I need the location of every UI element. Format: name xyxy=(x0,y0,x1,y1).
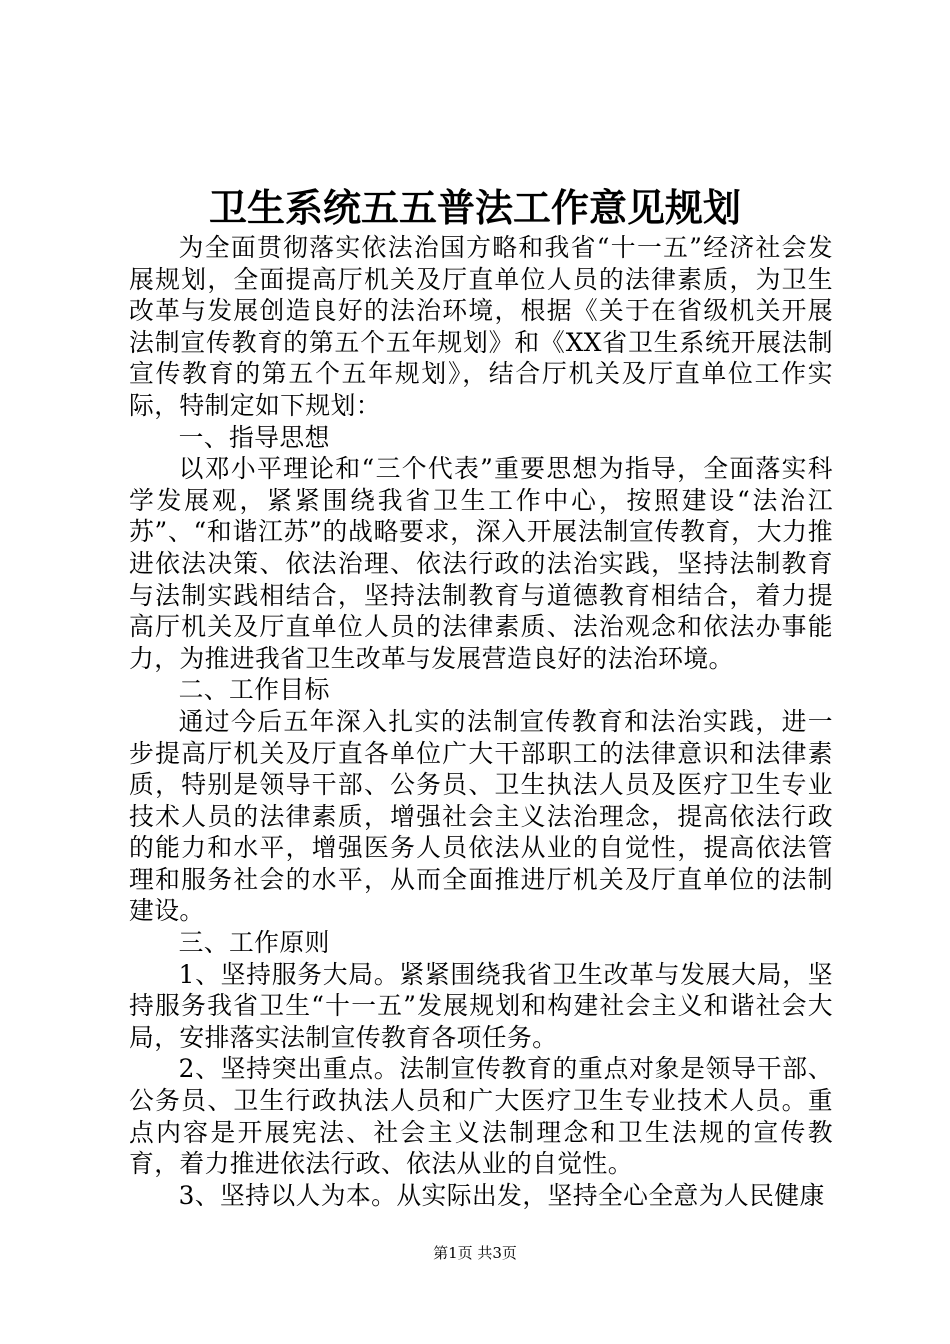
paragraph-principle-2: 2、坚持突出重点。法制宣传教育的重点对象是领导干部、公务员、卫生行政执法人员和广大医疗卫生专业技术人员。重点内容是开展宪法、社会主义法制理念和卫生法规的宣传教育，着力推进依法行政、依法从业的自觉性。 xyxy=(129,1054,833,1179)
paragraph-intro: 为全面贯彻落实依法治国方略和我省“十一五”经济社会发展规划，全面提高厅机关及厅直单位人员的法律素质，为卫生改革与发展创造良好的法治环境，根据《关于在省级机关开展法制宣传教育的第五个五年规划》和《XX省卫生系统开展法制宣传教育的第五个五年规划》，结合厅机关及厅直单位工作实际，特制定如下规划： xyxy=(129,233,833,420)
section-heading-work-principles: 三、工作原则 xyxy=(178,928,330,958)
document-title: 卫生系统五五普法工作意见规划 xyxy=(208,185,741,230)
page-number-footer: 第1页 共3页 xyxy=(433,1244,517,1262)
paragraph-principle-1: 1、坚持服务大局。紧紧围绕我省卫生改革与发展大局，坚持服务我省卫生“十一五”发展规划和构建社会主义和谐社会大局，安排落实法制宣传教育各项任务。 xyxy=(129,959,833,1052)
paragraph-guiding-ideology: 以邓小平理论和“三个代表”重要思想为指导，全面落实科学发展观，紧紧围绕我省卫生工作中心，按照建设“法治江苏”、“和谐江苏”的战略要求，深入开展法制宣传教育，大力推进依法决策、依法治理、依法行政的法治实践，坚持法制教育与法制实践相结合，坚持法制教育与道德教育相结合，着力提高厅机关及厅直单位人员的法律素质、法治观念和依法办事能力，为推进我省卫生改革与发展营造良好的法治环境。 xyxy=(129,454,833,673)
section-heading-guiding-ideology: 一、指导思想 xyxy=(178,422,330,452)
paragraph-work-goals: 通过今后五年深入扎实的法制宣传教育和法治实践，进一步提高厅机关及厅直各单位广大干部职工的法律意识和法律素质，特别是领导干部、公务员、卫生执法人员及医疗卫生专业技术人员的法律素质，增强社会主义法治理念，提高依法行政的能力和水平，增强医务人员依法从业的自觉性，提高依法管理和服务社会的水平，从而全面推进厅机关及厅直单位的法制建设。 xyxy=(129,706,833,926)
paragraph-principle-3: 3、坚持以人为本。从实际出发，坚持全心全意为人民健康 xyxy=(178,1180,825,1210)
document-body xyxy=(129,232,833,1211)
section-heading-work-goals: 二、工作目标 xyxy=(178,675,330,705)
